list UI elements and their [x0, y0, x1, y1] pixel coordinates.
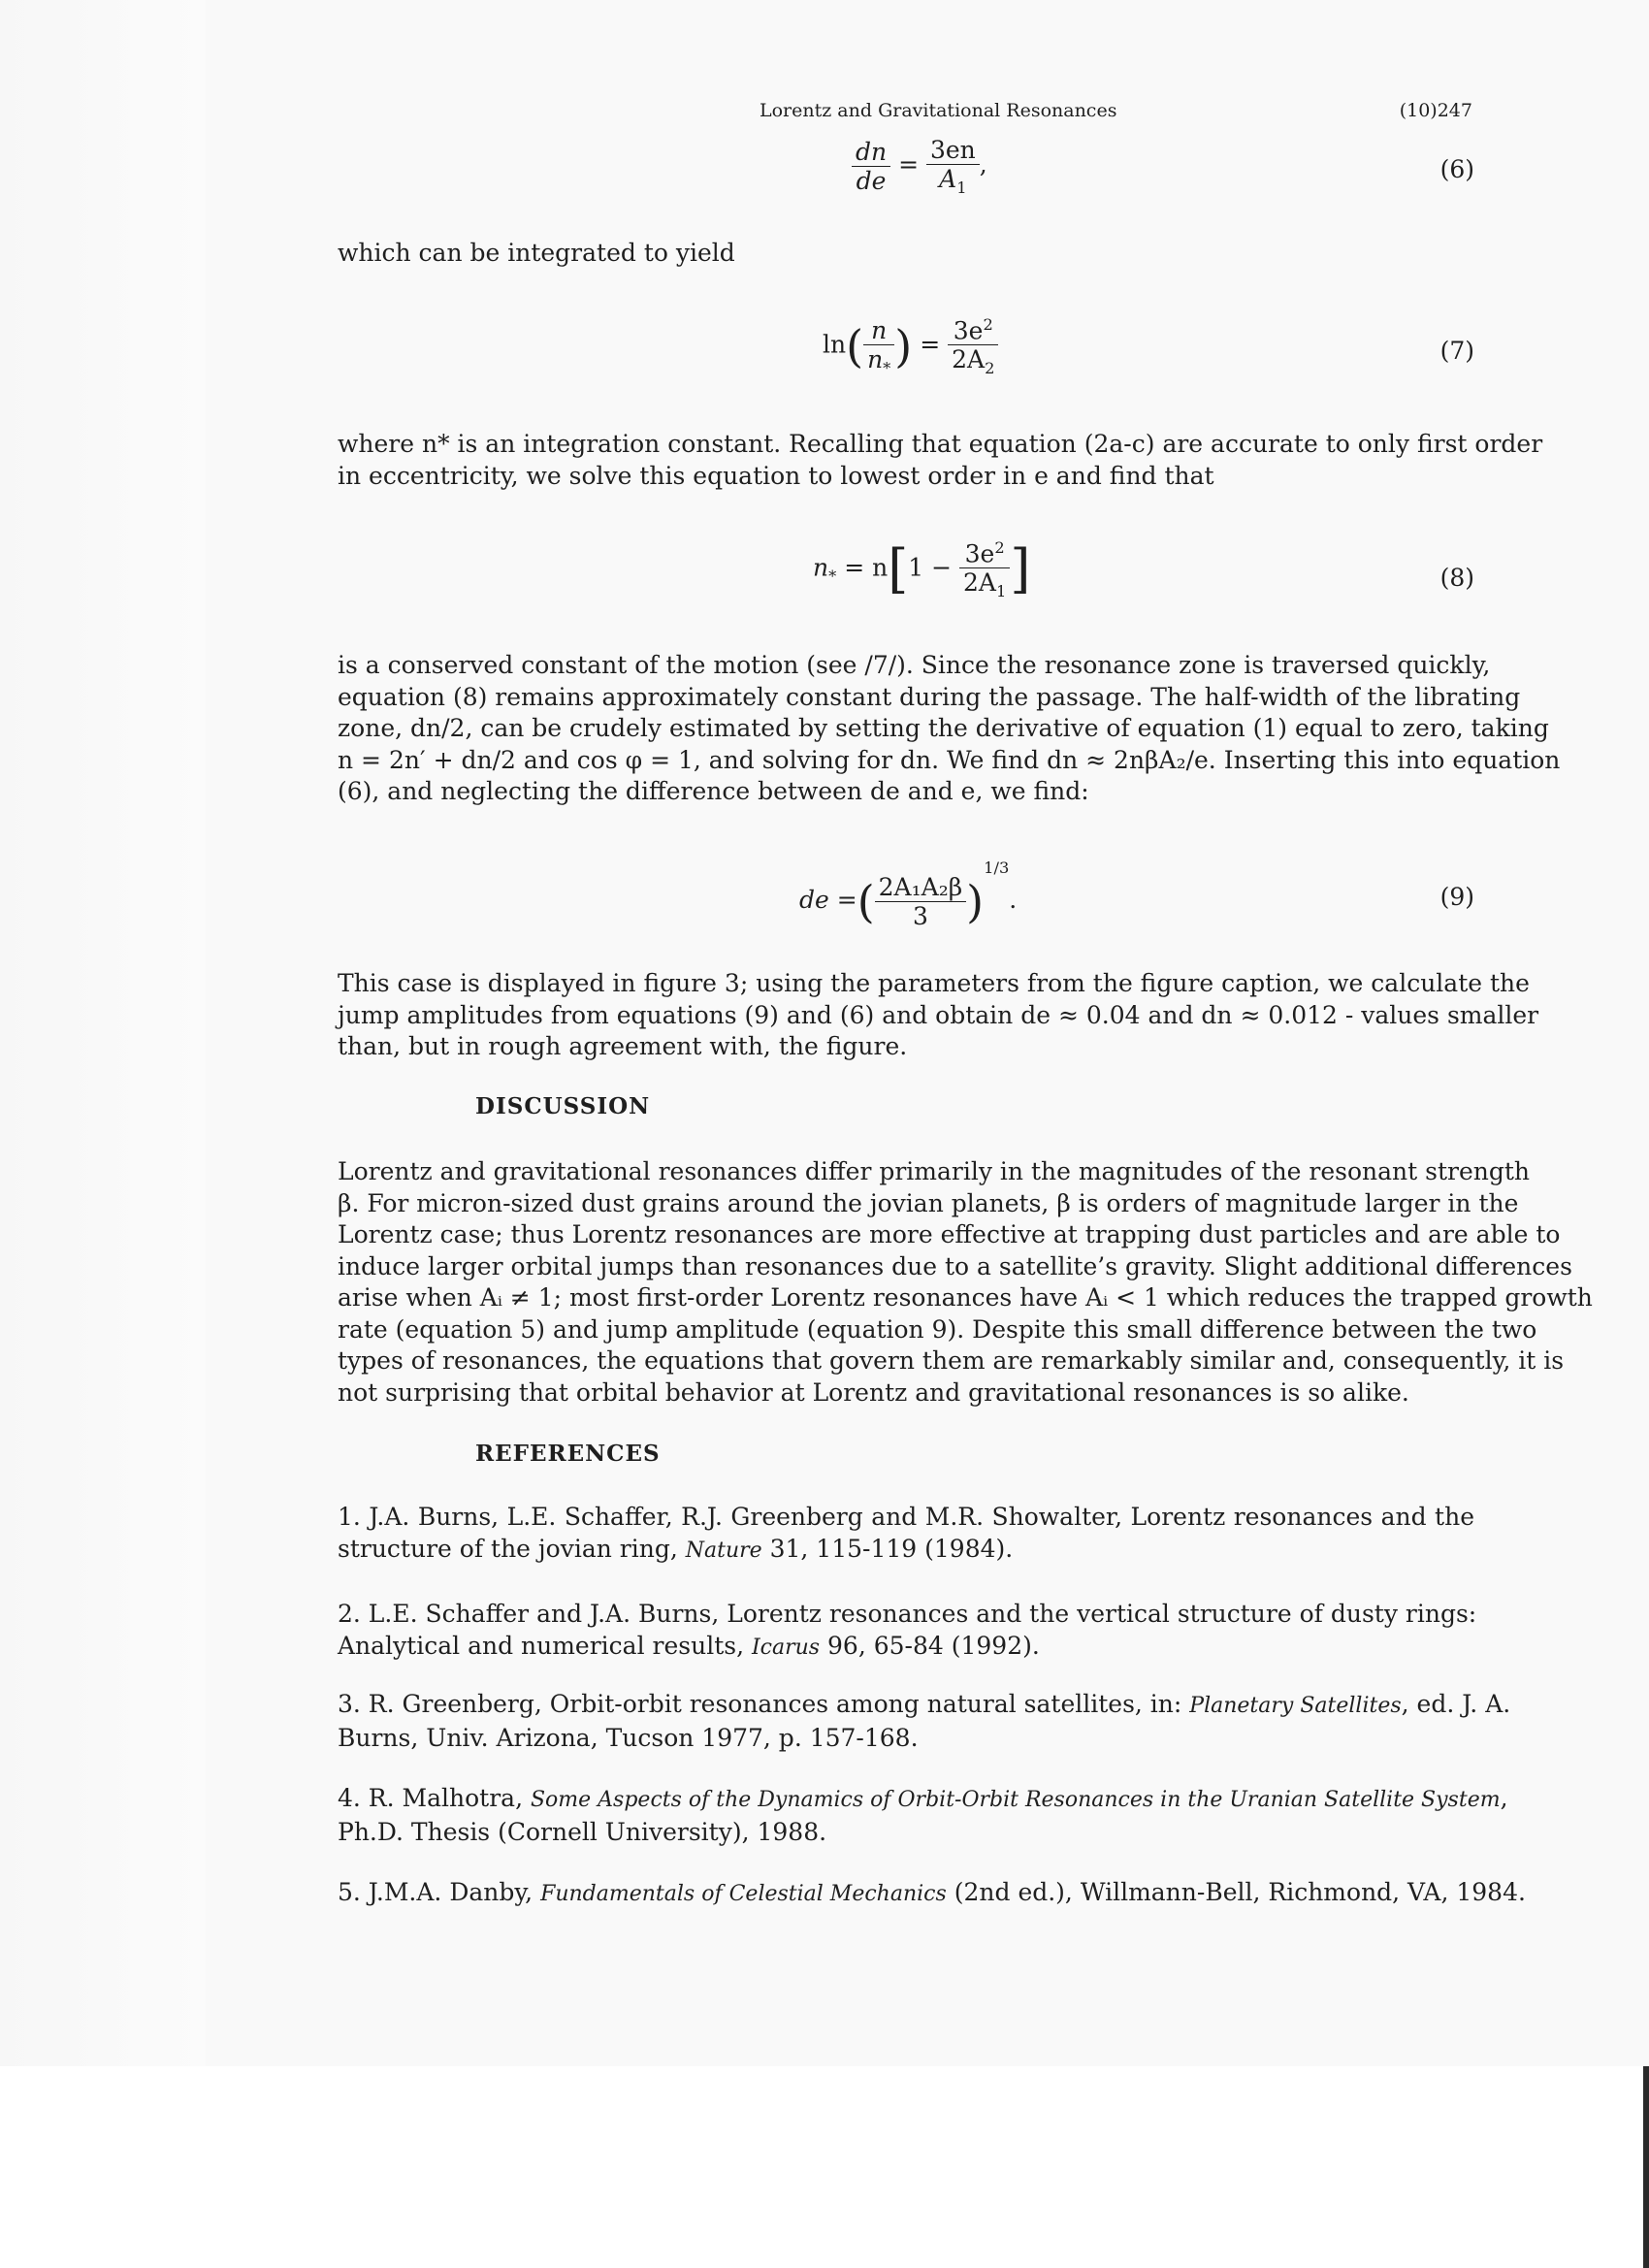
- text-line: n = 2n′ + dn/2 and cos φ = 1, and solving for dn. We find dn ≈ 2nβA₂/e. Inserting this into equation: [338, 745, 1561, 774]
- discussion-body: [338, 1156, 1593, 1409]
- paragraph-where: [338, 429, 1543, 492]
- eq7-ln: ln: [823, 330, 847, 359]
- eq6-rhs-den: $A_1$: [926, 164, 980, 197]
- paragraph-conserved: [338, 650, 1561, 808]
- scan-edge-mark: [1643, 2066, 1649, 2268]
- text-line: 2. L.E. Schaffer and J.A. Burns, Lorentz resonances and the vertical structure of dusty rings:: [338, 1600, 1477, 1628]
- text-line: jump amplitudes from equations (9) and (6) and obtain de ≈ 0.04 and dn ≈ 0.012 - values smaller: [338, 1000, 1539, 1029]
- eq7-rhs-fraction: $\frac{3e^2}{2A_2}$: [948, 315, 998, 377]
- text-line: in eccentricity, we solve this equation to lowest order in e and find that: [338, 461, 1214, 490]
- text-line: 5. J.M.A. Danby, Fundamentals of Celestial Mechanics (2nd ed.), Willmann-Bell, Richmond, VA, 1984.: [338, 1878, 1526, 1906]
- text-line: types of resonances, the equations that govern them are remarkably similar and, consequently, it is: [338, 1346, 1565, 1375]
- text-line: 1. J.A. Burns, L.E. Schaffer, R.J. Greenberg and M.R. Showalter, Lorentz resonances and the: [338, 1503, 1474, 1531]
- eq7-inner-fraction: $\frac{n}{n_*}$: [863, 316, 894, 377]
- text-line: not surprising that orbital behavior at Lorentz and gravitational resonances is so alike.: [338, 1377, 1409, 1407]
- equation-6: $\frac{dn}{de}$ = $\frac{3en}{A_1}$ , (6): [338, 136, 1474, 213]
- text-line: than, but in rough agreement with, the figure.: [338, 1032, 908, 1060]
- eq6-rhs-fraction: [926, 136, 980, 197]
- paragraph-integrate: [338, 238, 1474, 270]
- eq6-lhs-fraction: [852, 138, 890, 195]
- eq6-lhs-num: dn: [856, 138, 888, 166]
- running-head: [338, 100, 1472, 125]
- journal-title: Nature: [685, 1538, 762, 1563]
- text-line: zone, dn/2, can be crudely estimated by setting the derivative of equation (1) equal to zero, taking: [338, 714, 1549, 742]
- text-line: equation (8) remains approximately constant during the passage. The half-width of the librating: [338, 682, 1521, 711]
- scan-bottom-area: [0, 2066, 1649, 2268]
- reference-3: [338, 1689, 1511, 1754]
- thesis-title: Some Aspects of the Dynamics of Orbit-Orbit Resonances in the Uranian Satellite System: [530, 1788, 1501, 1812]
- book-title: Fundamentals of Celestial Mechanics: [540, 1882, 947, 1906]
- eq8-number: (8): [1439, 564, 1474, 592]
- text-line: Analytical and numerical results, Icarus 96, 65-84 (1992).: [338, 1631, 1040, 1660]
- equation-7: ln( $\frac{n}{n_*}$ ) = $\frac{3e^2}{2A_2}$ (7): [823, 315, 1474, 378]
- text-line: structure of the jovian ring, Nature 31, 115-119 (1984).: [338, 1534, 1014, 1563]
- text-line: rate (equation 5) and jump amplitude (equation 9). Despite this small difference between the two: [338, 1314, 1537, 1344]
- eq6-rhs-num: 3en: [929, 136, 976, 164]
- eq9-fraction: $\frac{\text{2A₁A₂β}}{3}$: [875, 873, 967, 930]
- text-line: where n* is an integration constant. Recalling that equation (2a-c) are accurate to only first order: [338, 430, 1543, 458]
- text-line: Burns, Univ. Arizona, Tucson 1977, p. 157-168.: [338, 1723, 919, 1752]
- eq6-lhs-den: de: [852, 166, 890, 195]
- page-number: (10)247: [1399, 100, 1472, 121]
- equation-8: $n_* = n[1$ − $\frac{3e^2}{2A_1}$ ] (8): [813, 538, 1474, 601]
- book-title: Planetary Satellites: [1189, 1694, 1402, 1718]
- reference-2: [338, 1599, 1477, 1664]
- text-line: (6), and neglecting the difference between de and e, we find:: [338, 777, 1089, 805]
- text-line: induce larger orbital jumps than resonances due to a satellite’s gravity. Slight additional differences: [338, 1251, 1572, 1280]
- running-title: Lorentz and Gravitational Resonances: [760, 100, 1117, 121]
- journal-title: Icarus: [751, 1635, 821, 1660]
- text-line: is a conserved constant of the motion (see /7/). Since the resonance zone is traversed quickly,: [338, 651, 1491, 679]
- reference-1: [338, 1502, 1474, 1567]
- eq9-number: (9): [1439, 883, 1474, 911]
- text-line: 4. R. Malhotra, Some Aspects of the Dynamics of Orbit-Orbit Resonances in the Uranian Satellite System,: [338, 1784, 1508, 1812]
- reference-5: [338, 1877, 1526, 1911]
- scan-margin: [0, 0, 206, 2066]
- text-line: Lorentz case; thus Lorentz resonances are more effective at trapping dust particles and are able to: [338, 1220, 1561, 1248]
- paragraph-case: [338, 968, 1539, 1063]
- discussion-heading: DISCUSSION: [475, 1093, 651, 1119]
- text-line: Ph.D. Thesis (Cornell University), 1988.: [338, 1817, 827, 1846]
- eq8-fraction: $\frac{3e^2}{2A_1}$: [959, 538, 1010, 600]
- reference-4: [338, 1783, 1508, 1848]
- eq7-number: (7): [1439, 337, 1474, 365]
- references-heading: REFERENCES: [475, 1441, 661, 1467]
- text-line: 3. R. Greenberg, Orbit-orbit resonances among natural satellites, in: Planetary Satellites, ed. J. A.: [338, 1690, 1511, 1718]
- text-line: arise when Aᵢ ≠ 1; most first-order Lorentz resonances have Aᵢ < 1 which reduces the trapped growth: [338, 1283, 1593, 1312]
- text-line: Lorentz and gravitational resonances differ primarily in the magnitudes of the resonant strength: [338, 1157, 1531, 1185]
- text-line: This case is displayed in figure 3; using the parameters from the figure caption, we calculate the: [338, 969, 1530, 997]
- text-line: β. For micron-sized dust grains around the jovian planets, β is orders of magnitude larger in the: [338, 1188, 1519, 1217]
- text-line: which can be integrated to yield: [338, 239, 735, 267]
- eq6-number: (6): [1439, 155, 1474, 183]
- equation-9: de =( $\frac{\text{2A₁A₂β}}{3}$ )$^{1/3}$. (9): [799, 859, 1474, 930]
